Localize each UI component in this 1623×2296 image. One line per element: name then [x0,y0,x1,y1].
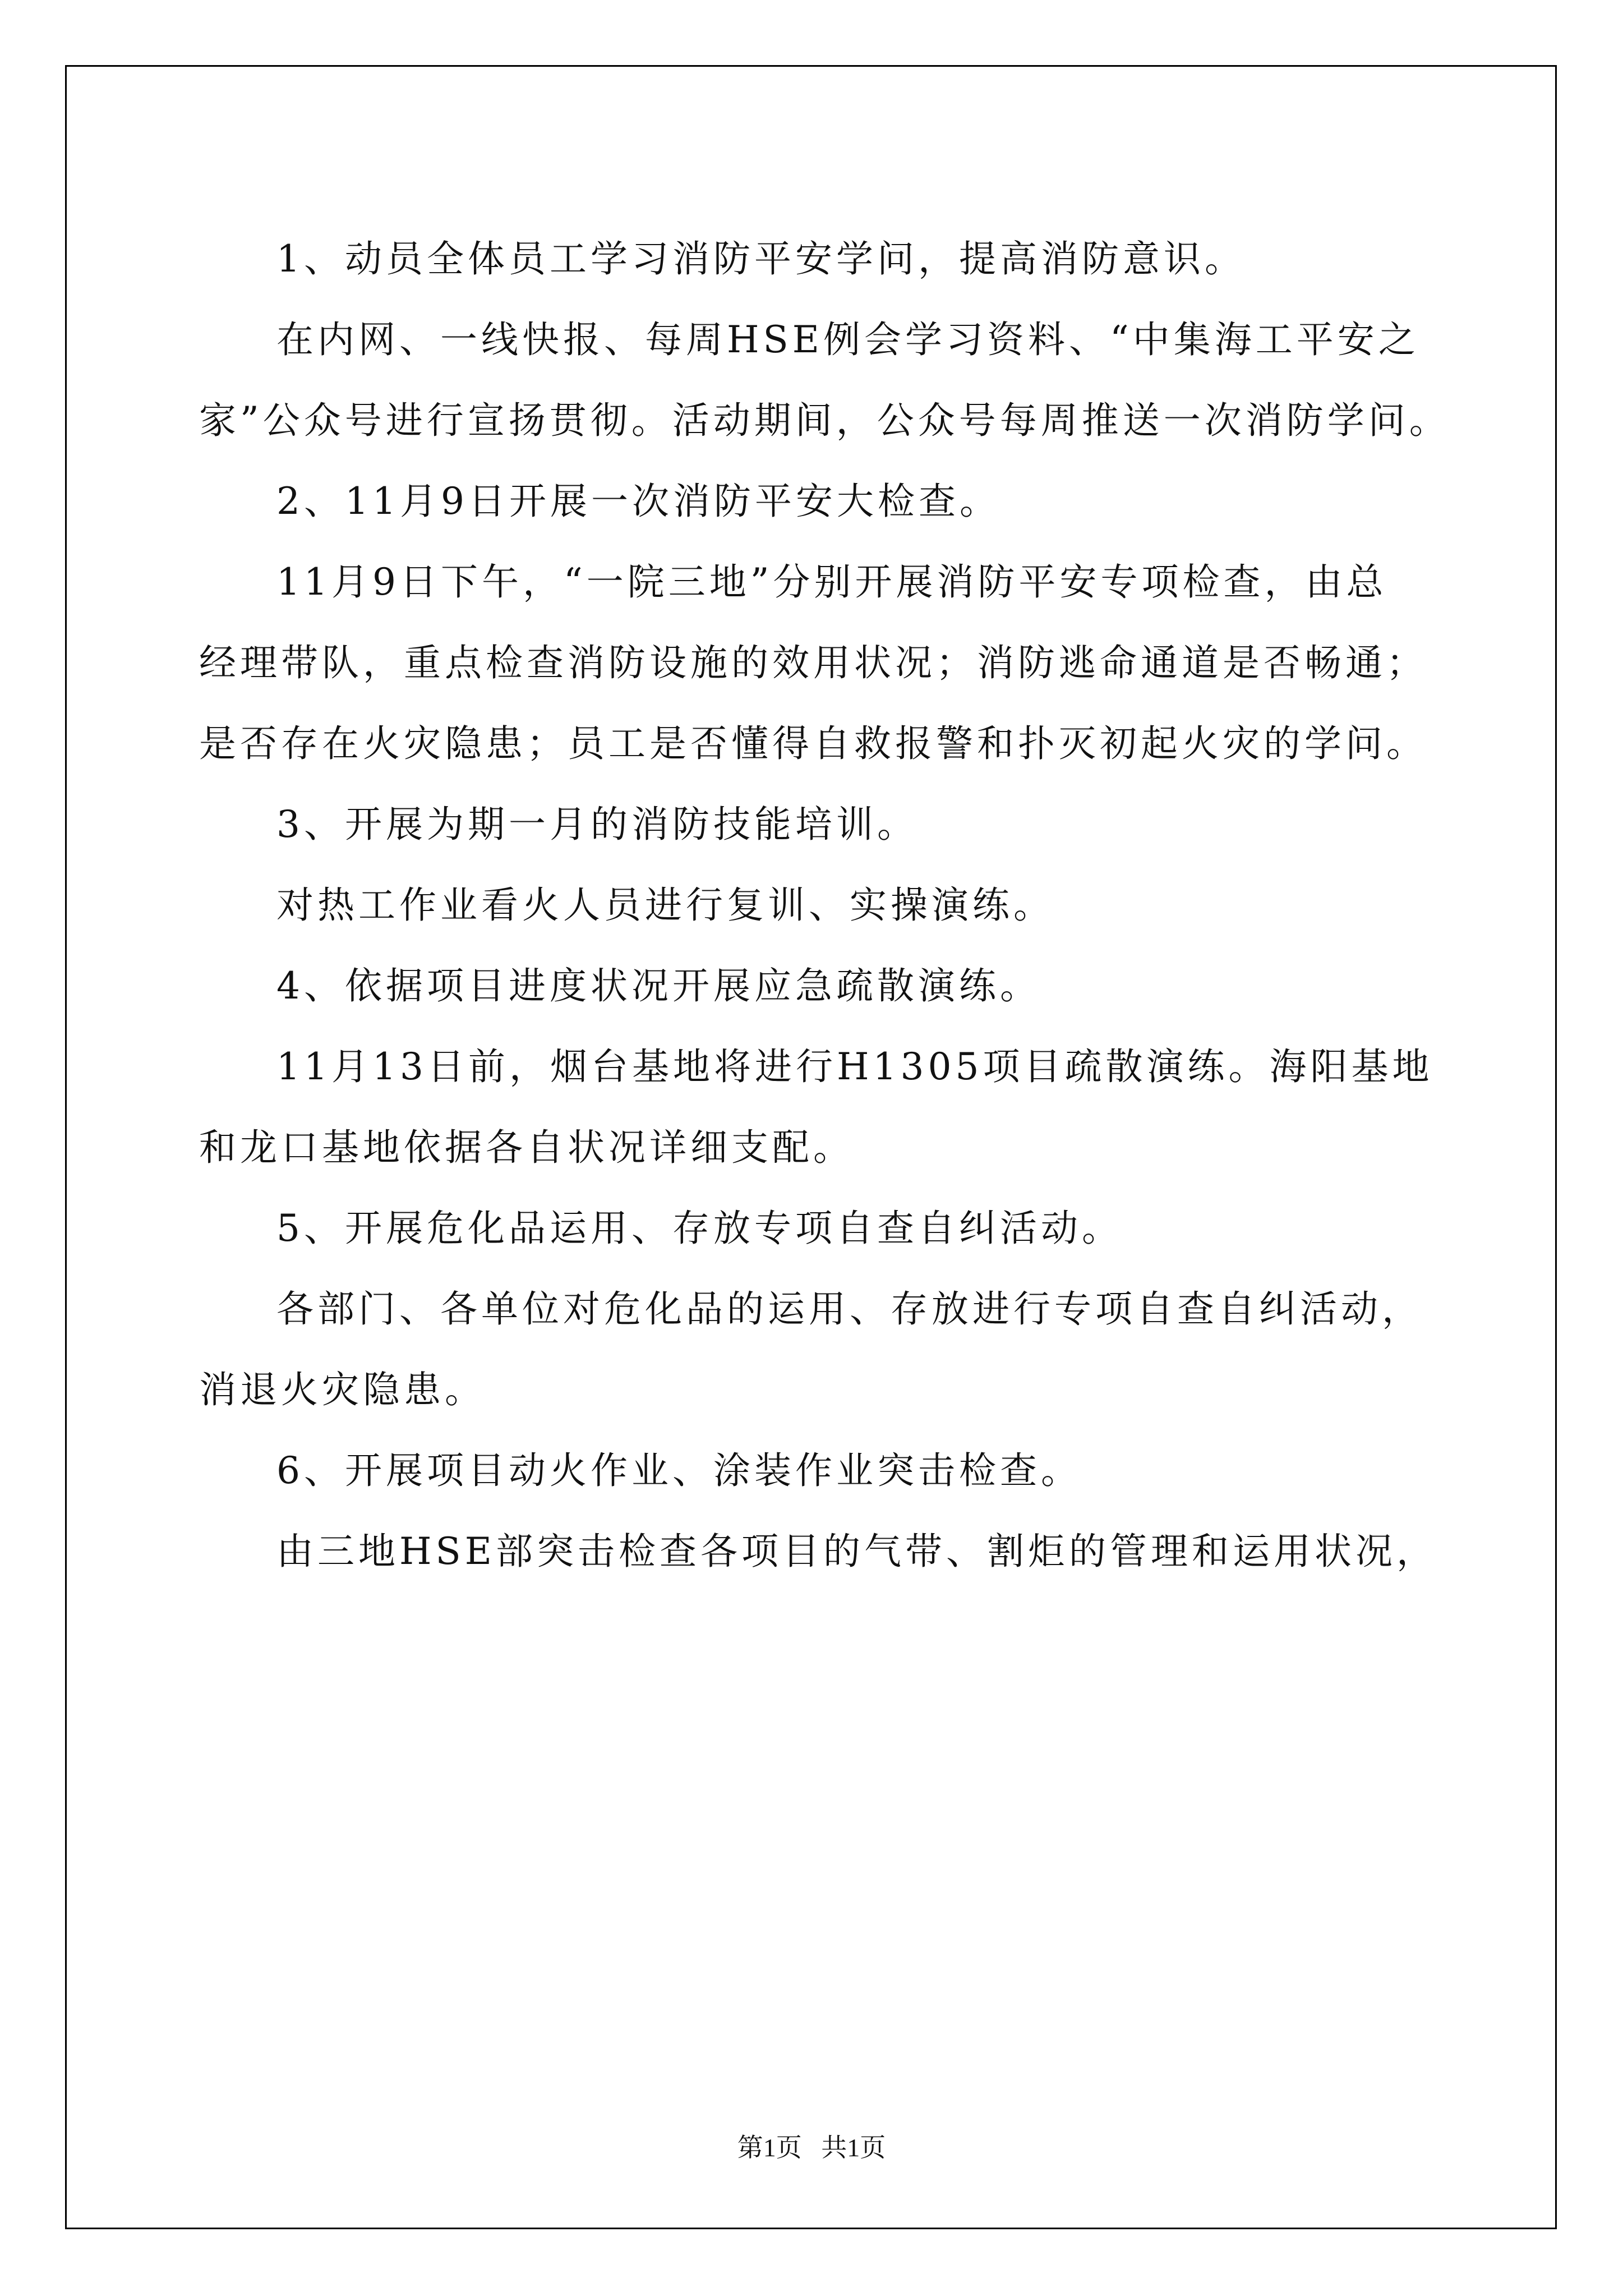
paragraph-line: 由三地HSE部突击检查各项目的气带、割炬的管理和运用状况， [276,1530,1437,1573]
paragraph-line: 家”公众号进行宣扬贯彻。活动期间，公众号每周推送一次消防学问。 [199,399,1450,442]
heading-item-3: 3、开展为期一月的消防技能培训。 [276,803,918,846]
heading-item-5: 5、开展危化品运用、存放专项自查自纠活动。 [276,1207,1123,1250]
paragraph-line: 11月9日下午，“一院三地”分别开展消防平安专项检查，由总 [276,560,1387,604]
paragraph-line: 经理带队，重点检查消防设施的效用状况；消防逃命通道是否畅通； [199,641,1427,684]
paragraph-line: 在内网、一线快报、每周HSE例会学习资料、“中集海工平安之 [276,318,1419,361]
paragraph-line: 11月13日前，烟台基地将进行H1305项目疏散演练。海阳基地 [276,1045,1433,1088]
page-number-footer: 第1页 共1页 [737,2133,886,2162]
paragraph-line: 消退火灾隐患。 [199,1368,486,1411]
paragraph-line: 是否存在火灾隐患；员工是否懂得自救报警和扑灭初起火灾的学问。 [199,722,1427,765]
heading-item-4: 4、依据项目进度状况开展应急疏散演练。 [276,964,1041,1007]
heading-item-6: 6、开展项目动火作业、涂装作业突击检查。 [276,1449,1082,1492]
heading-item-1: 1、动员全体员工学习消防平安学问，提高消防意识。 [276,237,1246,280]
paragraph-line: 各部门、各单位对危化品的运用、存放进行专项自查自纠活动， [276,1287,1423,1331]
document-body [199,219,1450,1592]
heading-item-2: 2、11月9日开展一次消防平安大检查。 [276,480,1000,523]
paragraph-line: 和龙口基地依据各自状况详细支配。 [199,1126,854,1169]
paragraph-line: 对热工作业看火人员进行复训、实操演练。 [276,884,1054,927]
